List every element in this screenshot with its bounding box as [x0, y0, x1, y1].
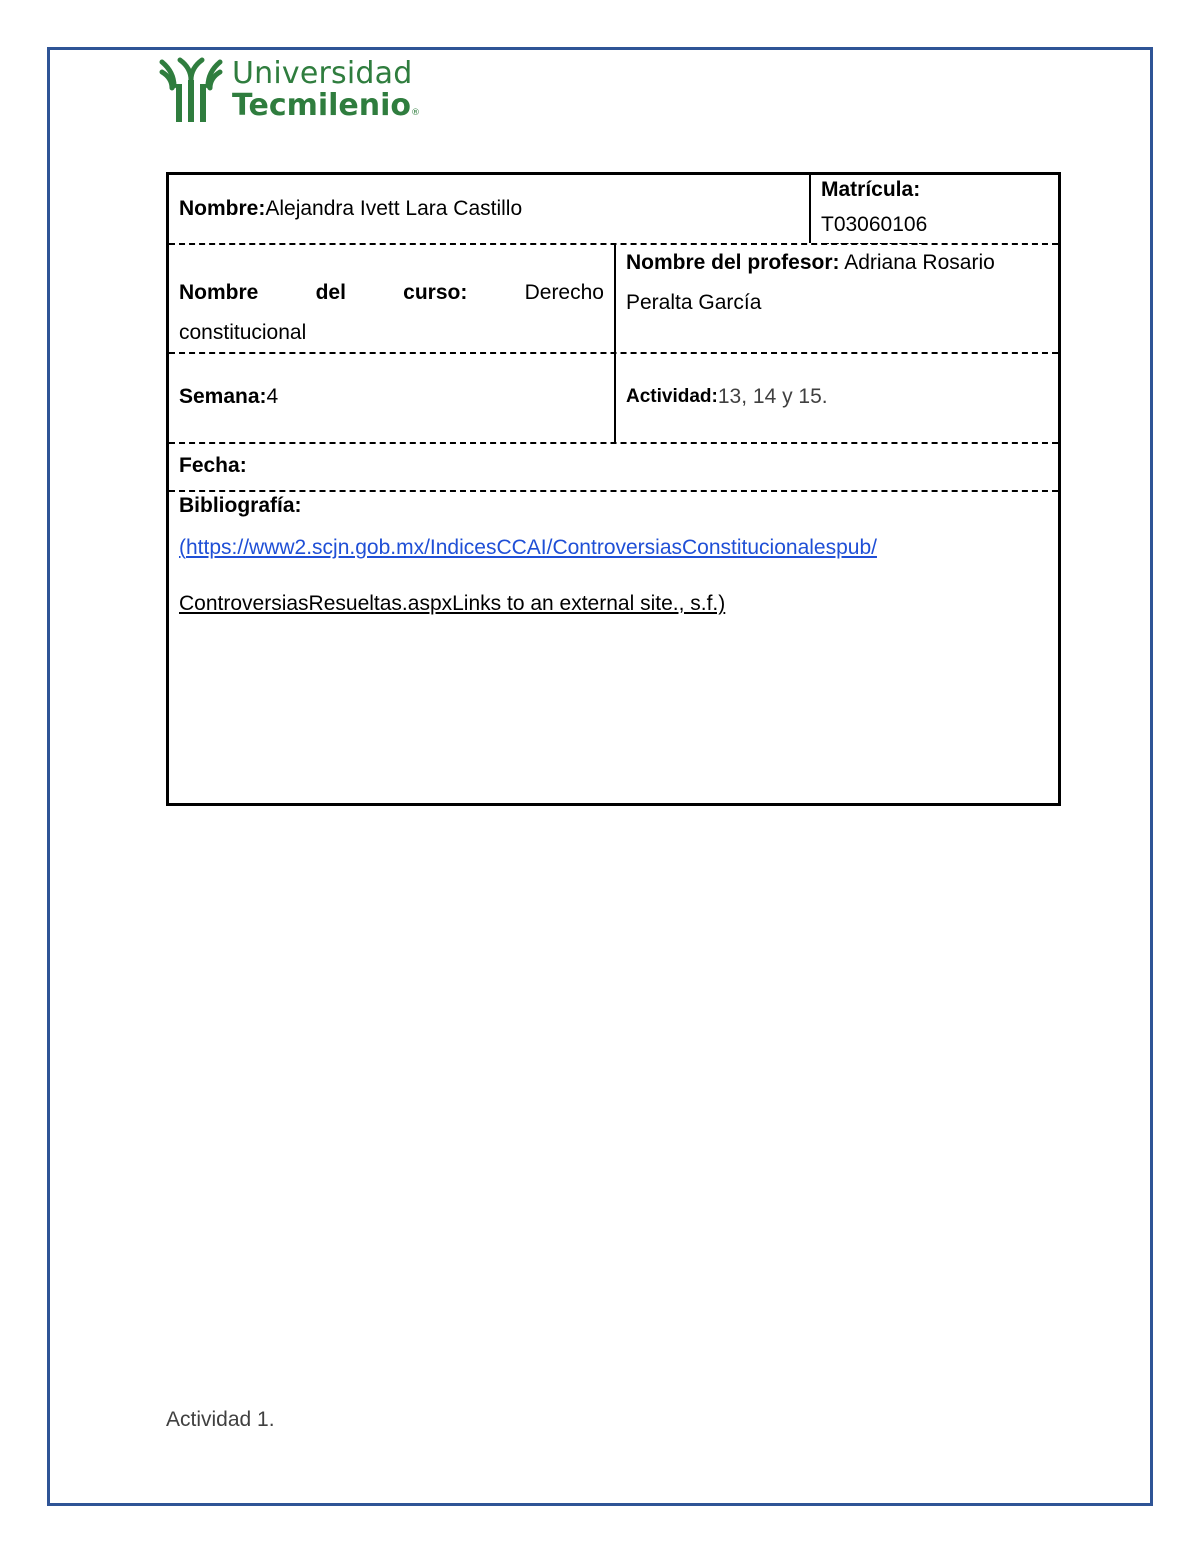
profesor-line1 [626, 243, 1048, 283]
semana-label: Semana: [179, 385, 267, 408]
actividad-value: 13, 14 y 15. [717, 385, 828, 408]
profesor-label: Nombre del profesor: [626, 251, 840, 274]
curso-label-word1: Nombre [179, 281, 259, 304]
matricula-value: T03060106 [821, 207, 927, 244]
bibliografia-line2[interactable]: ControversiasResueltas.aspxLinks to an external site., s.f.) [179, 592, 726, 615]
row-fecha [169, 442, 1058, 492]
logo-line-universidad: Universidad [232, 56, 413, 91]
row-curso [169, 243, 1058, 354]
cell-fecha [169, 442, 1058, 490]
logo-tecmilenio-text: Tecmilenio [232, 88, 412, 123]
university-logo [158, 56, 420, 124]
curso-label-word3: curso: [403, 281, 468, 304]
tecmilenio-logo-icon [158, 56, 224, 124]
row-semana [169, 352, 1058, 444]
nombre-label: Nombre: [179, 197, 266, 220]
profesor-value-part2: Peralta García [626, 291, 762, 314]
curso-line1 [179, 273, 604, 313]
student-info-table [166, 172, 1061, 806]
cell-matricula [811, 175, 1058, 243]
cell-profesor [616, 243, 1058, 352]
bibliografia-link[interactable]: https://www2.scjn.gob.mx/IndicesCCAI/ControversiasConstitucionalespub/ [186, 536, 877, 559]
bibliografia-open-paren: ( [179, 536, 186, 559]
logo-registered-mark: ® [411, 108, 421, 118]
cell-nombre [169, 175, 809, 243]
cell-curso [169, 243, 614, 352]
row-bibliografia [169, 490, 1058, 803]
logo-wordmark [232, 56, 421, 123]
footer-activity-label: Actividad 1. [166, 1408, 275, 1431]
curso-label-word2: del [315, 281, 346, 304]
curso-value-word1: Derecho [524, 281, 604, 304]
bibliografia-label: Bibliografía: [179, 494, 302, 517]
semana-value: 4 [266, 385, 279, 408]
cell-semana [169, 352, 614, 442]
bibliografia-line1 [179, 534, 1048, 562]
logo-line-tecmilenio [232, 88, 421, 123]
cell-actividad [616, 352, 1058, 442]
matricula-label: Matrícula: [821, 178, 921, 201]
actividad-label: Actividad: [626, 386, 718, 407]
cell-bibliografia [169, 490, 1058, 803]
fecha-label: Fecha: [179, 454, 247, 477]
nombre-value: Alejandra Ivett Lara Castillo [265, 197, 523, 220]
curso-value-line2: constitucional [179, 321, 307, 344]
row-nombre [169, 175, 1058, 245]
profesor-value-part1: Adriana Rosario [839, 251, 995, 274]
